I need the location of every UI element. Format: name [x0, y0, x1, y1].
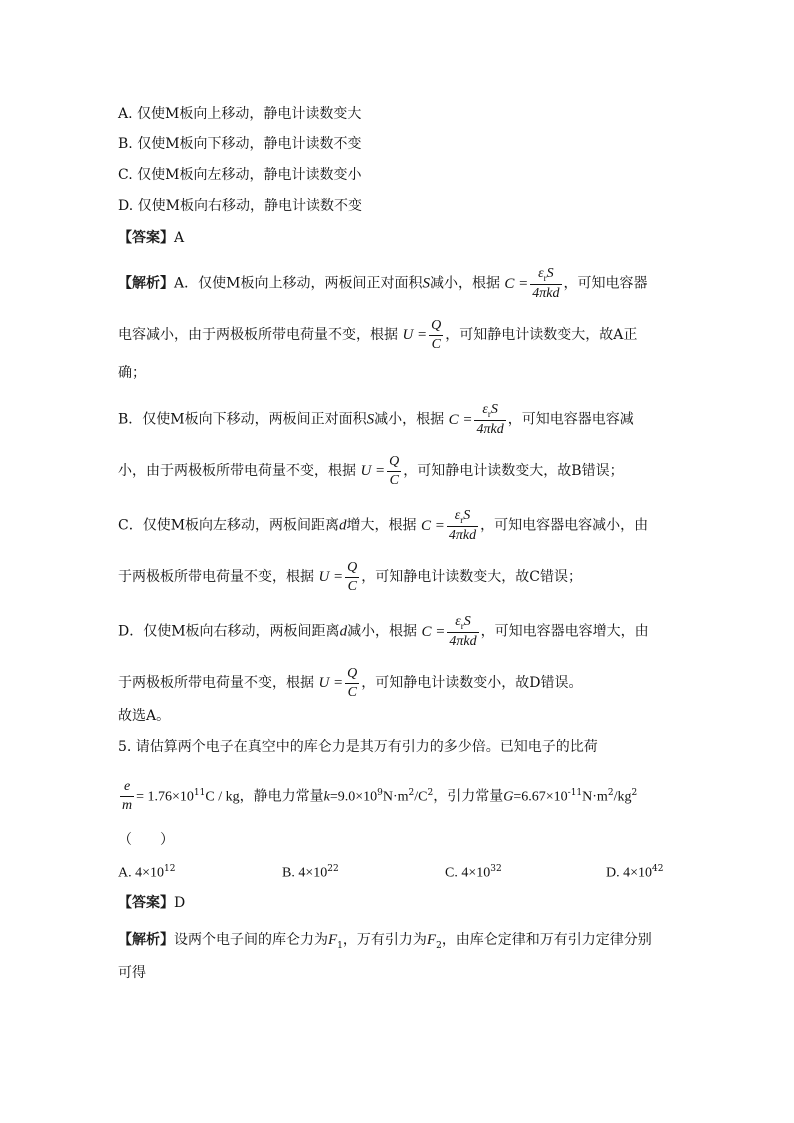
- num: e: [120, 779, 134, 797]
- opt-text: B. 4×10: [282, 865, 328, 881]
- text: 减小，根据: [429, 275, 500, 292]
- formula-c: [448, 402, 508, 438]
- den: 4πkd: [449, 634, 477, 650]
- den: C: [431, 337, 441, 353]
- unit: C / kg: [205, 789, 240, 805]
- conclusion: 故选A。: [118, 708, 171, 724]
- fraction: [345, 560, 359, 595]
- fraction: [447, 508, 478, 544]
- u-eq: U =: [360, 463, 386, 480]
- text: ，可知电容器电容增大，由: [480, 623, 649, 640]
- answer-value: D: [174, 895, 186, 911]
- text: 小，由于两极板所带电荷量不变，根据: [118, 463, 356, 480]
- s: S: [490, 402, 498, 417]
- text: 电容减小，由于两极板所带电荷量不变，根据: [118, 327, 398, 344]
- s: S: [463, 614, 471, 629]
- sub-r: r: [543, 272, 547, 283]
- c-eq: C =: [448, 411, 473, 428]
- exp: -11: [567, 787, 583, 798]
- opt-text: D. 4×10: [606, 865, 653, 881]
- exp: 2: [631, 787, 638, 798]
- s: S: [463, 508, 471, 523]
- answer-q5: [118, 895, 185, 910]
- c-eq: C =: [504, 275, 529, 292]
- text: 于两极板所带电荷量不变，根据: [118, 569, 314, 586]
- fraction: [429, 318, 443, 353]
- var-d: d: [339, 623, 348, 640]
- unit: /kg: [613, 789, 632, 805]
- opt-text: A. 4×10: [118, 865, 165, 881]
- f1-sub: 1: [337, 940, 343, 951]
- analysis-a-line3: 确；: [118, 365, 146, 381]
- answer-label: 【答案】: [118, 894, 174, 910]
- den: 4πkd: [476, 422, 504, 438]
- eps: ε: [455, 614, 461, 629]
- ratio-value: = 1.76×10: [136, 789, 194, 805]
- unit: /C: [414, 789, 428, 805]
- analysis-b-line2: [118, 454, 624, 489]
- text: ，可知电容器电容减小，由: [480, 517, 649, 534]
- formula-u: [318, 560, 361, 595]
- text: D．仅使M板向右移动，两板间距离: [118, 623, 340, 640]
- opt-exp: 12: [164, 864, 176, 874]
- exp: 2: [607, 787, 614, 798]
- charge-mass-ratio: [120, 779, 134, 814]
- den: C: [347, 579, 357, 595]
- analysis-label: 【解析】: [118, 274, 174, 291]
- question-5-stem: 5. 请估算两个电子在真空中的库仑力是其万有引力的多少倍。已知电子的比荷: [118, 739, 598, 755]
- den: C: [347, 685, 357, 701]
- opt-exp: 32: [490, 864, 502, 874]
- sub-r: r: [460, 620, 464, 631]
- text: ，可知电容器: [563, 275, 648, 292]
- text: C．仅使M板向左移动，两板间距离: [118, 517, 340, 534]
- exp: 11: [193, 787, 206, 798]
- u-eq: U =: [402, 327, 428, 344]
- num: Q: [387, 454, 401, 472]
- question-5-blank: （ ）: [118, 832, 174, 848]
- text: 增大，根据: [346, 517, 417, 534]
- analysis-a-line2: [118, 318, 637, 353]
- formula-c: [504, 266, 563, 302]
- opt-exp: 42: [652, 864, 664, 874]
- text: 减小，根据: [347, 623, 418, 640]
- text: ，可知电容器电容减: [507, 411, 634, 428]
- k-symbol: k: [323, 789, 330, 805]
- u-eq: U =: [318, 569, 344, 586]
- analysis-label: 【解析】: [118, 931, 174, 947]
- text: ，可知静电计读数变大，故C错误；: [361, 569, 583, 586]
- option-a: A. 仅使M板向上移动，静电计读数变大: [118, 106, 362, 122]
- den: C: [389, 473, 399, 489]
- analysis-b-line1: [118, 402, 634, 438]
- f2: F: [426, 932, 437, 948]
- g-value: =6.67×10: [513, 789, 568, 805]
- q5-option-b: [282, 864, 339, 882]
- question-5-constants: [118, 779, 637, 814]
- num: Q: [345, 560, 359, 578]
- fraction: [387, 454, 401, 489]
- num: Q: [345, 666, 359, 684]
- answer-value: A: [174, 230, 185, 246]
- text: ，可知静电计读数变大，故B错误；: [403, 463, 624, 480]
- s: S: [546, 266, 554, 281]
- g-symbol: G: [503, 789, 514, 805]
- text: 减小，根据: [374, 411, 445, 428]
- fraction: [447, 614, 478, 650]
- text: ，静电力常量: [239, 788, 324, 805]
- var-s: S: [366, 411, 375, 428]
- fraction: [530, 266, 561, 302]
- option-d: D. 仅使M板向右移动，静电计读数不变: [118, 198, 362, 214]
- var-s: S: [422, 275, 430, 292]
- sub-r: r: [487, 408, 491, 419]
- analysis-q5-line1: [118, 932, 652, 951]
- text: ，由库仑定律和万有引力定律分别: [441, 932, 652, 948]
- q5-option-d: [606, 864, 663, 882]
- formula-u: [318, 666, 361, 701]
- unit: N·m: [382, 789, 409, 805]
- eps: ε: [482, 402, 488, 417]
- answer-q4: [118, 230, 184, 245]
- opt-exp: 22: [327, 864, 339, 874]
- text: A．仅使M板向上移动，两板间正对面积: [174, 275, 423, 292]
- f2-sub: 2: [436, 940, 442, 951]
- eps: ε: [538, 266, 544, 281]
- fraction: [474, 402, 505, 438]
- c-eq: C =: [421, 517, 445, 534]
- text: ，万有引力为: [342, 932, 427, 948]
- formula-c: [421, 508, 480, 544]
- text: ，可知静电计读数变小，故D错误。: [361, 675, 583, 692]
- text: ，引力常量: [433, 788, 504, 805]
- analysis-c-line2: [118, 560, 582, 595]
- text: 于两极板所带电荷量不变，根据: [118, 675, 314, 692]
- analysis-d-line1: [118, 614, 649, 650]
- q5-option-a: [118, 864, 175, 882]
- text: ，可知静电计读数变大，故A正: [445, 327, 638, 344]
- den: m: [122, 798, 133, 814]
- den: 4πkd: [532, 286, 560, 302]
- u-eq: U =: [318, 675, 344, 692]
- unit: N·m: [582, 789, 608, 805]
- formula-c: [421, 614, 481, 650]
- q5-option-c: [445, 864, 502, 882]
- formula-u: [402, 318, 445, 353]
- text: 设两个电子间的库仑力为: [174, 932, 328, 948]
- var-d: d: [339, 517, 347, 534]
- analysis-c-line1: [118, 508, 648, 544]
- num: Q: [429, 318, 443, 336]
- fraction: [345, 666, 359, 701]
- c-eq: C =: [421, 623, 446, 640]
- exp: 9: [377, 787, 383, 798]
- k-value: =9.0×10: [329, 789, 378, 805]
- sub-r: r: [460, 514, 464, 525]
- opt-text: C. 4×10: [445, 865, 491, 881]
- exp: 2: [427, 787, 434, 798]
- analysis-q5-line2: 可得: [118, 965, 146, 981]
- formula-u: [360, 454, 403, 489]
- option-b: B. 仅使M板向下移动，静电计读数不变: [118, 136, 362, 152]
- analysis-d-line2: [118, 666, 583, 701]
- analysis-a-line1: [118, 266, 648, 302]
- option-c: C. 仅使M板向左移动，静电计读数变小: [118, 167, 362, 183]
- f1: F: [328, 932, 338, 948]
- eps: ε: [454, 508, 461, 523]
- answer-label: 【答案】: [118, 229, 174, 245]
- den: 4πkd: [448, 528, 477, 544]
- text: B．仅使M板向下移动，两板间正对面积: [118, 411, 367, 428]
- exp: 2: [408, 787, 415, 798]
